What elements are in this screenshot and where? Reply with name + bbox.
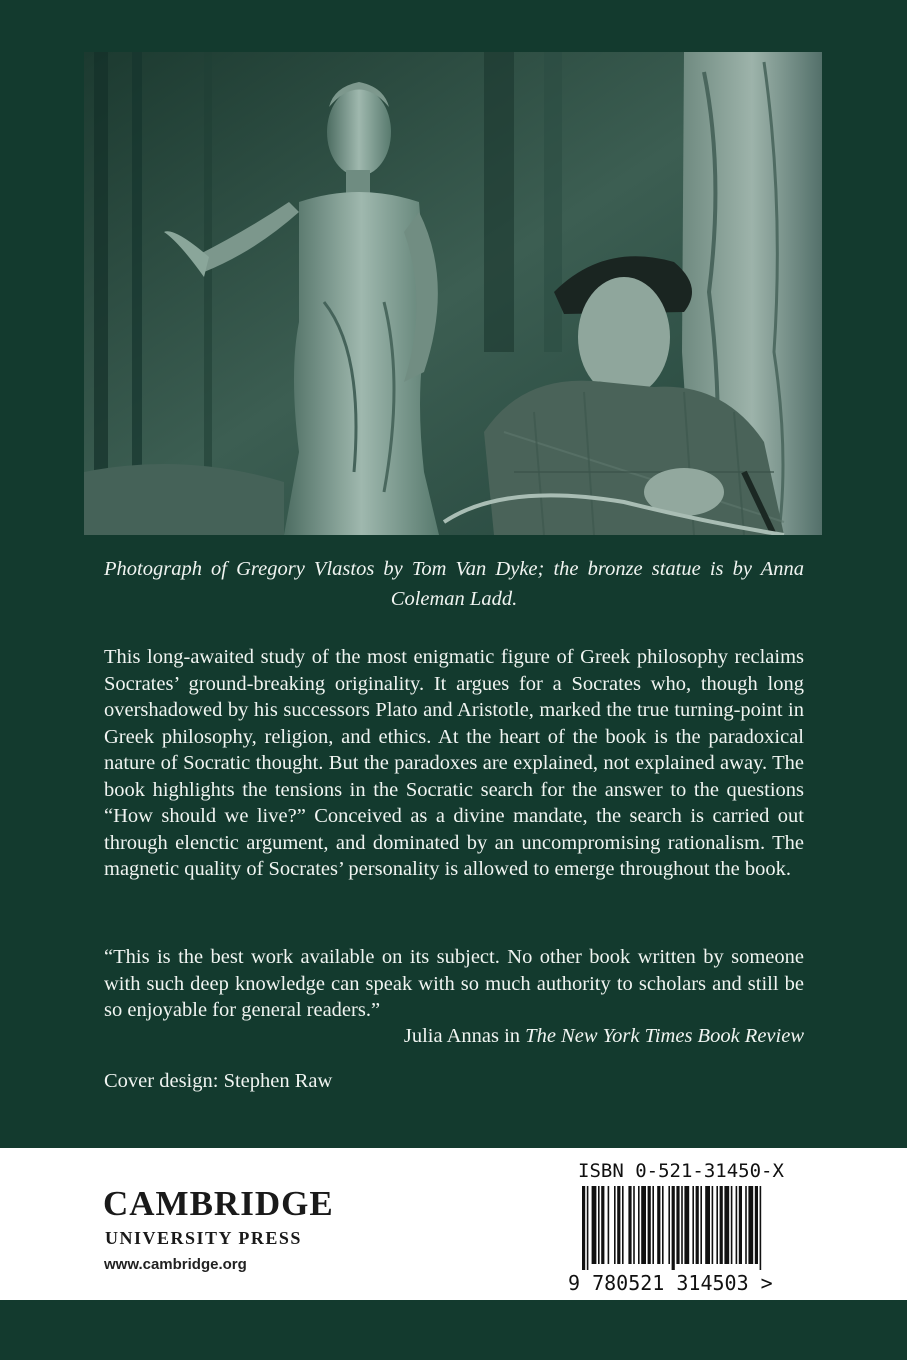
- photo-caption: Photograph of Gregory Vlastos by Tom Van Dyke; the bronze statue is by Anna Coleman Ladd.: [104, 558, 804, 610]
- book-description: This long-awaited study of the most enigmatic figure of Greek philosophy reclaims Socrates’ ground-breaking originality. It argues for a Socrates who, though long overshadowed by his successors Plato and Aristotle, marked the true turning-point in Greek philosophy, religion, and ethics. At the heart of the book is the paradoxical nature of Socratic thought. But the paradoxes are explained, not explained away. The book highlights the tensions in the Socratic search for the answer to the questions “How should we live?” Conceived as a divine mandate, the search is carried out through elenctic argument, and dominated by an uncompromising rationalism. The magnetic quality of Socrates’ personality is allowed to emerge throughout the book.: [104, 646, 804, 880]
- cover-design-credit: Cover design: Stephen Raw: [104, 1070, 333, 1092]
- cover-photo: [84, 52, 822, 535]
- review-publication: The New York Times Book Review: [525, 1025, 804, 1047]
- publisher-url: www.cambridge.org: [104, 1256, 247, 1273]
- barcode-digits: 9 780521 314503 >: [568, 1271, 773, 1294]
- review-attribution: [104, 1023, 804, 1050]
- review-quote: “This is the best work available on its subject. No other book written by someone with such deep knowledge can speak with so much authority to scholars and still be so enjoyable for general readers.”: [104, 946, 804, 1021]
- reviewer-name: Julia Annas in: [403, 1025, 526, 1047]
- publisher-subname: UNIVERSITY PRESS: [105, 1228, 302, 1248]
- footer-panel: [0, 1148, 907, 1300]
- publisher-logo: CAMBRIDGE: [103, 1184, 334, 1223]
- barcode: [568, 1186, 806, 1294]
- isbn-label: ISBN 0-521-31450-X: [578, 1160, 784, 1182]
